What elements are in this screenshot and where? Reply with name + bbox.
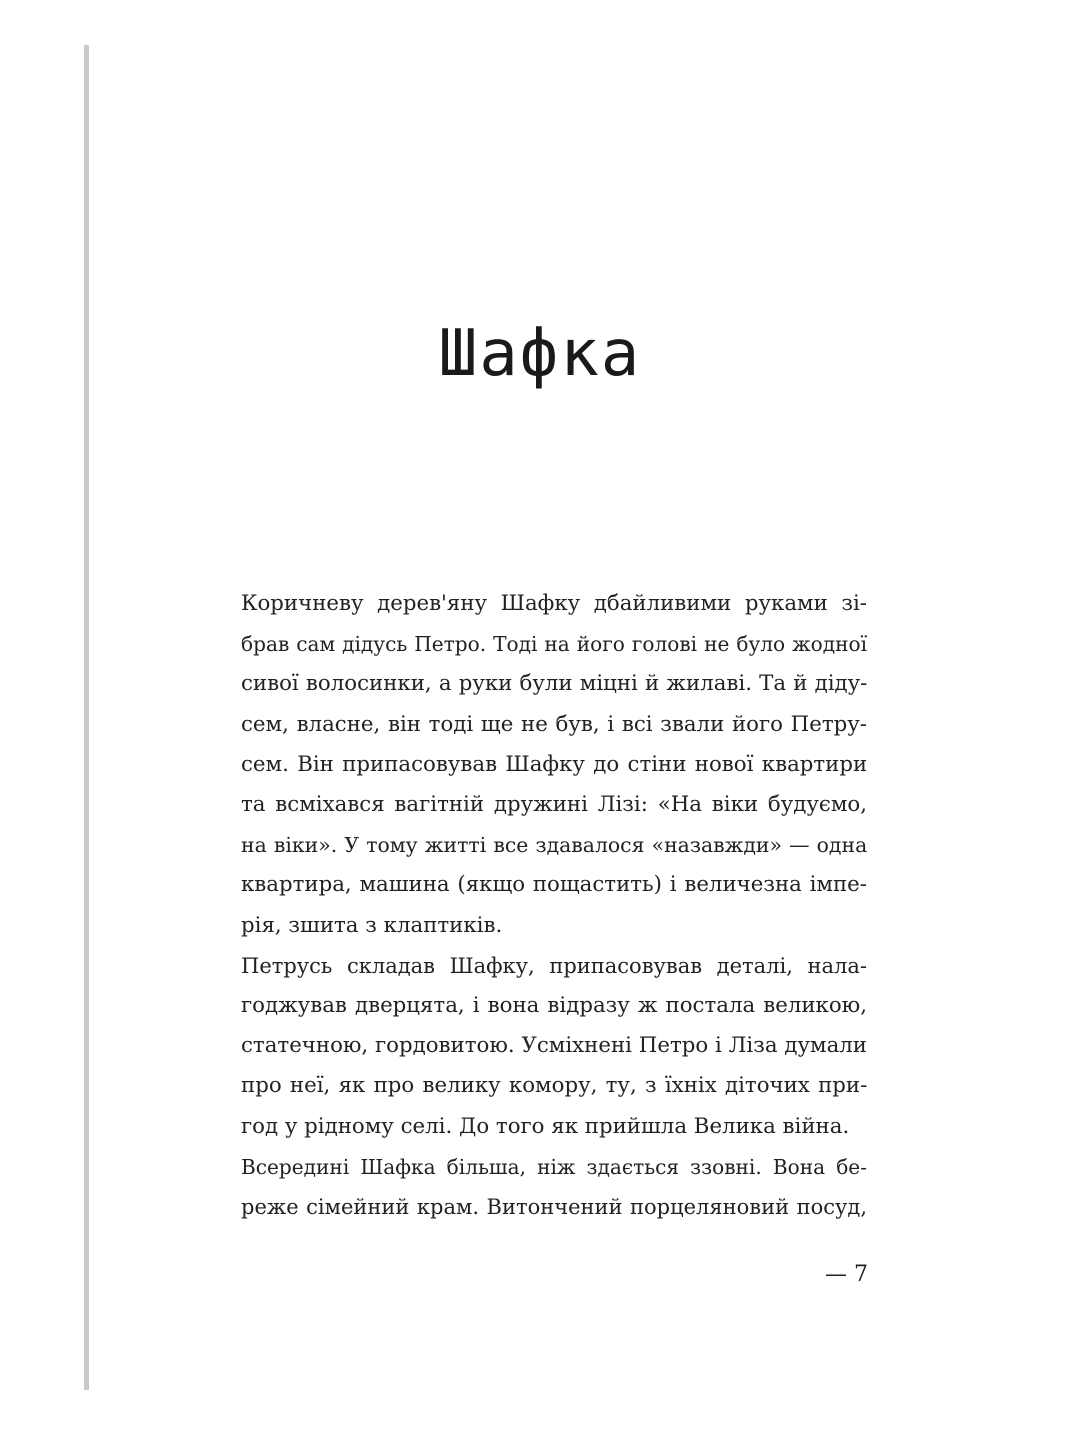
text-line: Коричневу дерев'яну Шафку дбайливими руками зі-	[241, 591, 867, 616]
paragraph-2	[207, 946, 867, 1147]
paragraph-3	[207, 1147, 867, 1227]
text-line: брав сам дідусь Петро. Тоді на його голові не було жодної	[241, 632, 868, 657]
text-line: годжував дверцята, і вона відразу ж постала великою,	[241, 993, 867, 1019]
text-line: про неї, як про велику комору, ту, з їхніх діточих при-	[241, 1073, 868, 1099]
text-line: сем, власне, він тоді ще не був, і всі звали його Петру-	[241, 711, 867, 737]
page-edge-line	[84, 45, 89, 1390]
text-line: на віки». У тому житті все здавалося «назавжди» — одна	[241, 833, 868, 858]
text-line: Петрусь складав Шафку, припасовував деталі, нала-	[241, 953, 867, 978]
text-line: реже сімейний крам. Витончений порцеляновий посуд,	[241, 1195, 867, 1220]
text-line: рія, зшита з клаптиків.	[241, 912, 503, 938]
text-line: Всередині Шафка більша, ніж здається ззовні. Вона бе-	[241, 1154, 867, 1179]
chapter-title: Шафка	[438, 317, 642, 391]
paragraph-1	[207, 584, 867, 946]
text-line: та всміхався вагітній дружині Лізі: «На віки будуємо,	[241, 792, 867, 818]
body-text	[207, 584, 867, 1227]
page-number: — 7	[825, 1262, 868, 1287]
text-line: статечною, гордовитою. Усміхнені Петро і Ліза думали	[241, 1033, 867, 1059]
text-line: сивої волосинки, а руки були міцні й жилаві. Та й діду-	[241, 671, 868, 697]
text-line: год у рідному селі. До того як прийшла Велика війна.	[241, 1113, 850, 1139]
text-line: квартира, машина (якщо пощастить) і величезна імпе-	[241, 872, 867, 898]
text-line: сем. Він припасовував Шафку до стіни нової квартири	[241, 751, 868, 777]
